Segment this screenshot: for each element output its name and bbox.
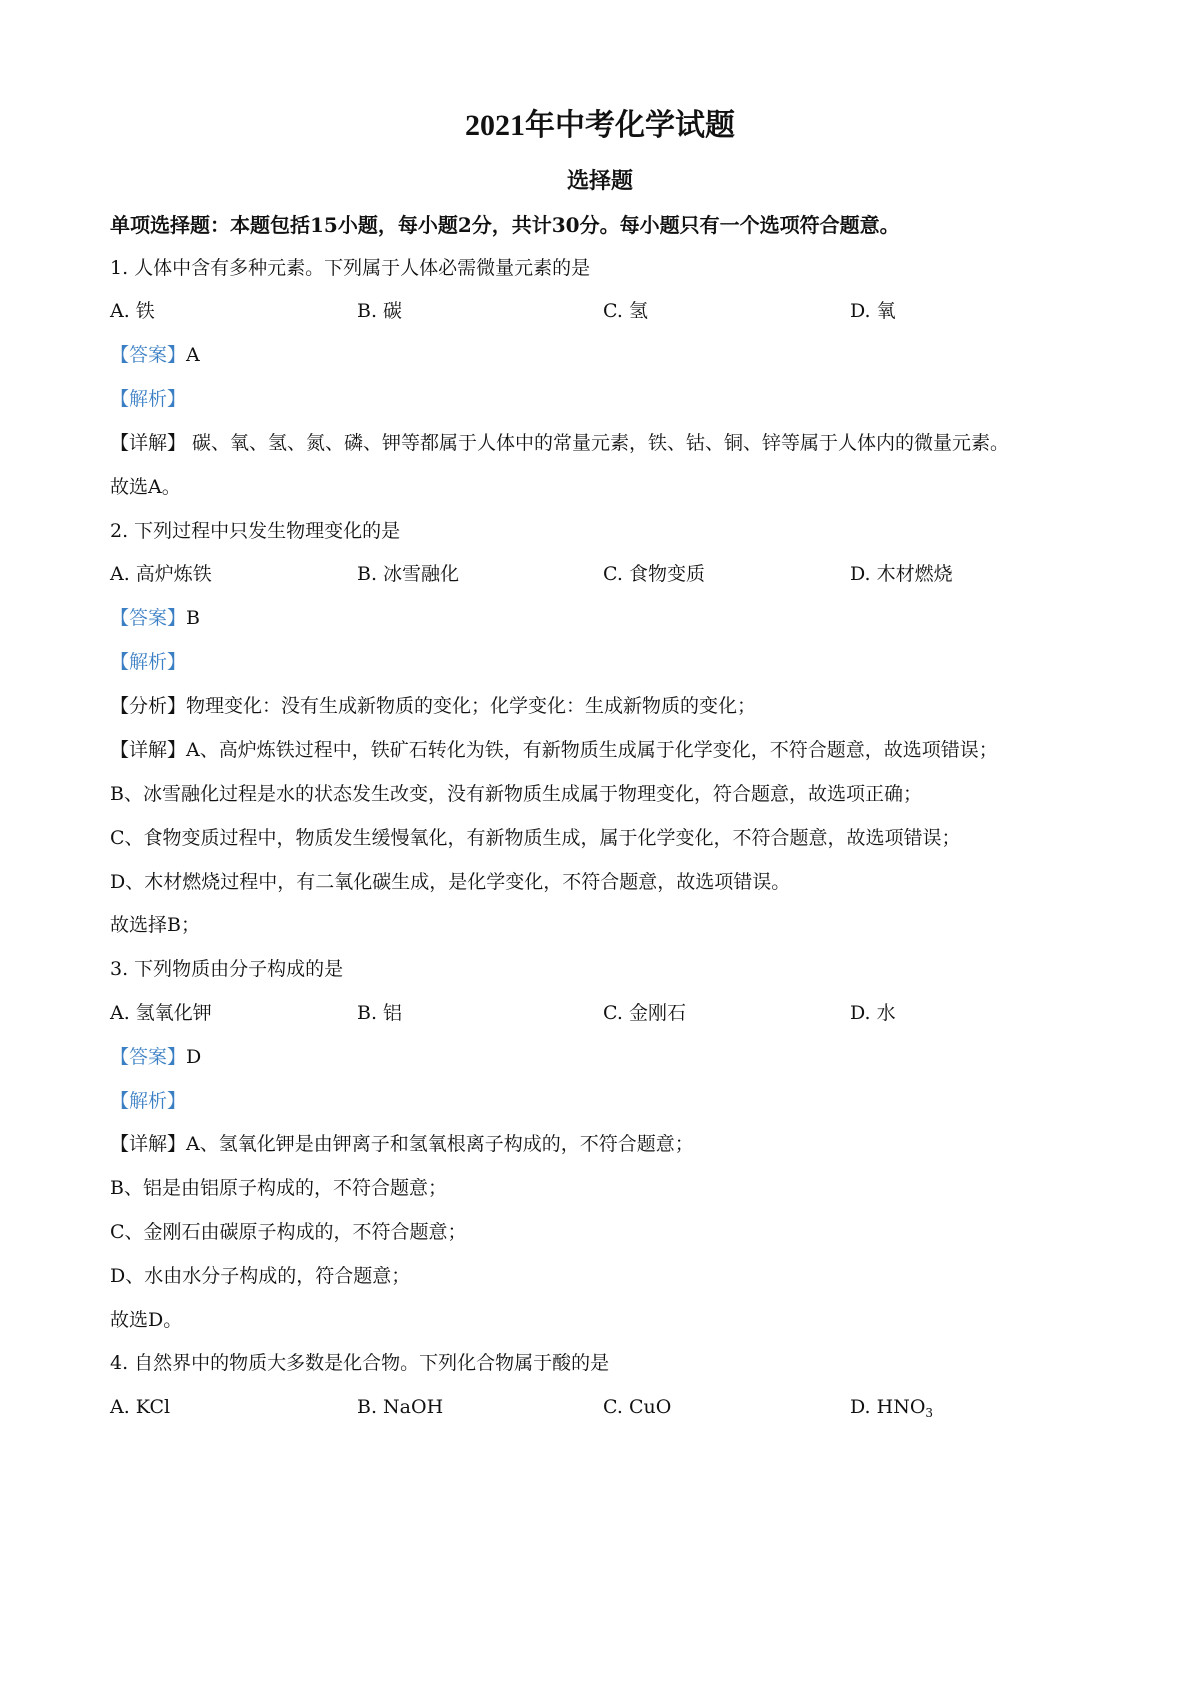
q3-conclusion: 故选D。 bbox=[110, 1309, 183, 1331]
q3-detail-d: D、水由水分子构成的，符合题意； bbox=[110, 1265, 411, 1287]
q3-option-b: B. 铝 bbox=[357, 1002, 403, 1024]
q3-answer bbox=[110, 1044, 201, 1070]
q4-option-d-formula: D. HNO bbox=[850, 1396, 926, 1418]
q1-stem: 1. 人体中含有多种元素。下列属于人体必需微量元素的是 bbox=[110, 257, 591, 279]
page-title: 2021年中考化学试题 bbox=[465, 109, 735, 142]
q3-option-c: C. 金刚石 bbox=[603, 1002, 686, 1024]
q2-detail-c: C、食物变质过程中，物质发生缓慢氧化，有新物质生成，属于化学变化，不符合题意，故选项错误； bbox=[110, 827, 961, 849]
q3-stem: 3. 下列物质由分子构成的是 bbox=[110, 958, 344, 980]
q2-detail-a: 【详解】A、高炉炼铁过程中，铁矿石转化为铁，有新物质生成属于化学变化，不符合题意，故选项错误； bbox=[110, 739, 998, 761]
q4-option-b: B. NaOH bbox=[357, 1396, 444, 1418]
q4-option-d-subscript: 3 bbox=[925, 1406, 934, 1420]
answer-value: B bbox=[186, 607, 200, 629]
q1-conclusion: 故选A。 bbox=[110, 476, 181, 498]
q4-option-d bbox=[850, 1394, 933, 1426]
q3-detail-b: B、铝是由铝原子构成的，不符合题意； bbox=[110, 1177, 447, 1199]
q2-option-c: C. 食物变质 bbox=[603, 563, 705, 585]
q1-option-d: D. 氧 bbox=[850, 300, 896, 322]
q2-detail-b: B、冰雪融化过程是水的状态发生改变，没有新物质生成属于物理变化，符合题意，故选项正确； bbox=[110, 783, 922, 805]
q2-analysis-tag: 【解析】 bbox=[110, 651, 187, 673]
answer-value: D bbox=[186, 1046, 202, 1068]
q3-analysis-tag: 【解析】 bbox=[110, 1090, 187, 1112]
q4-option-c: C. CuO bbox=[603, 1396, 672, 1418]
q1-option-b: B. 碳 bbox=[357, 300, 403, 322]
q4-stem: 4. 自然界中的物质大多数是化合物。下列化合物属于酸的是 bbox=[110, 1352, 610, 1374]
section-subtitle: 选择题 bbox=[566, 168, 633, 194]
q1-detail: 【详解】 碳、氧、氢、氮、磷、钾等都属于人体中的常量元素，铁、钴、铜、锌等属于人体内的微量元素。 bbox=[110, 432, 1010, 454]
q3-option-d: D. 水 bbox=[850, 1002, 896, 1024]
q2-analysis: 【分析】物理变化：没有生成新物质的变化；化学变化：生成新物质的变化； bbox=[110, 695, 757, 717]
answer-value: A bbox=[186, 344, 200, 366]
answer-tag: 【答案】 bbox=[110, 607, 187, 629]
q3-detail-c: C、金刚石由碳原子构成的，不符合题意； bbox=[110, 1221, 467, 1243]
q2-detail-d: D、木材燃烧过程中，有二氧化碳生成，是化学变化，不符合题意，故选项错误。 bbox=[110, 871, 791, 893]
q1-option-c: C. 氢 bbox=[603, 300, 648, 322]
q2-option-b: B. 冰雪融化 bbox=[357, 563, 460, 585]
q1-answer bbox=[110, 342, 200, 368]
q2-conclusion: 故选择B； bbox=[110, 914, 200, 936]
q2-answer bbox=[110, 605, 200, 631]
q1-option-a: A. 铁 bbox=[110, 300, 155, 322]
q4-option-a: A. KCl bbox=[110, 1396, 171, 1418]
q2-stem: 2. 下列过程中只发生物理变化的是 bbox=[110, 520, 401, 542]
q2-option-a: A. 高炉炼铁 bbox=[110, 563, 212, 585]
answer-tag: 【答案】 bbox=[110, 1046, 187, 1068]
q1-analysis-tag: 【解析】 bbox=[110, 388, 187, 410]
q2-option-d: D. 木材燃烧 bbox=[850, 563, 953, 585]
section-header: 单项选择题：本题包括15小题，每小题2分，共计30分。每小题只有一个选项符合题意。 bbox=[110, 213, 900, 237]
q3-option-a: A. 氢氧化钾 bbox=[110, 1002, 212, 1024]
answer-tag: 【答案】 bbox=[110, 344, 187, 366]
q3-detail-a: 【详解】A、氢氧化钾是由钾离子和氢氧根离子构成的，不符合题意； bbox=[110, 1133, 694, 1155]
